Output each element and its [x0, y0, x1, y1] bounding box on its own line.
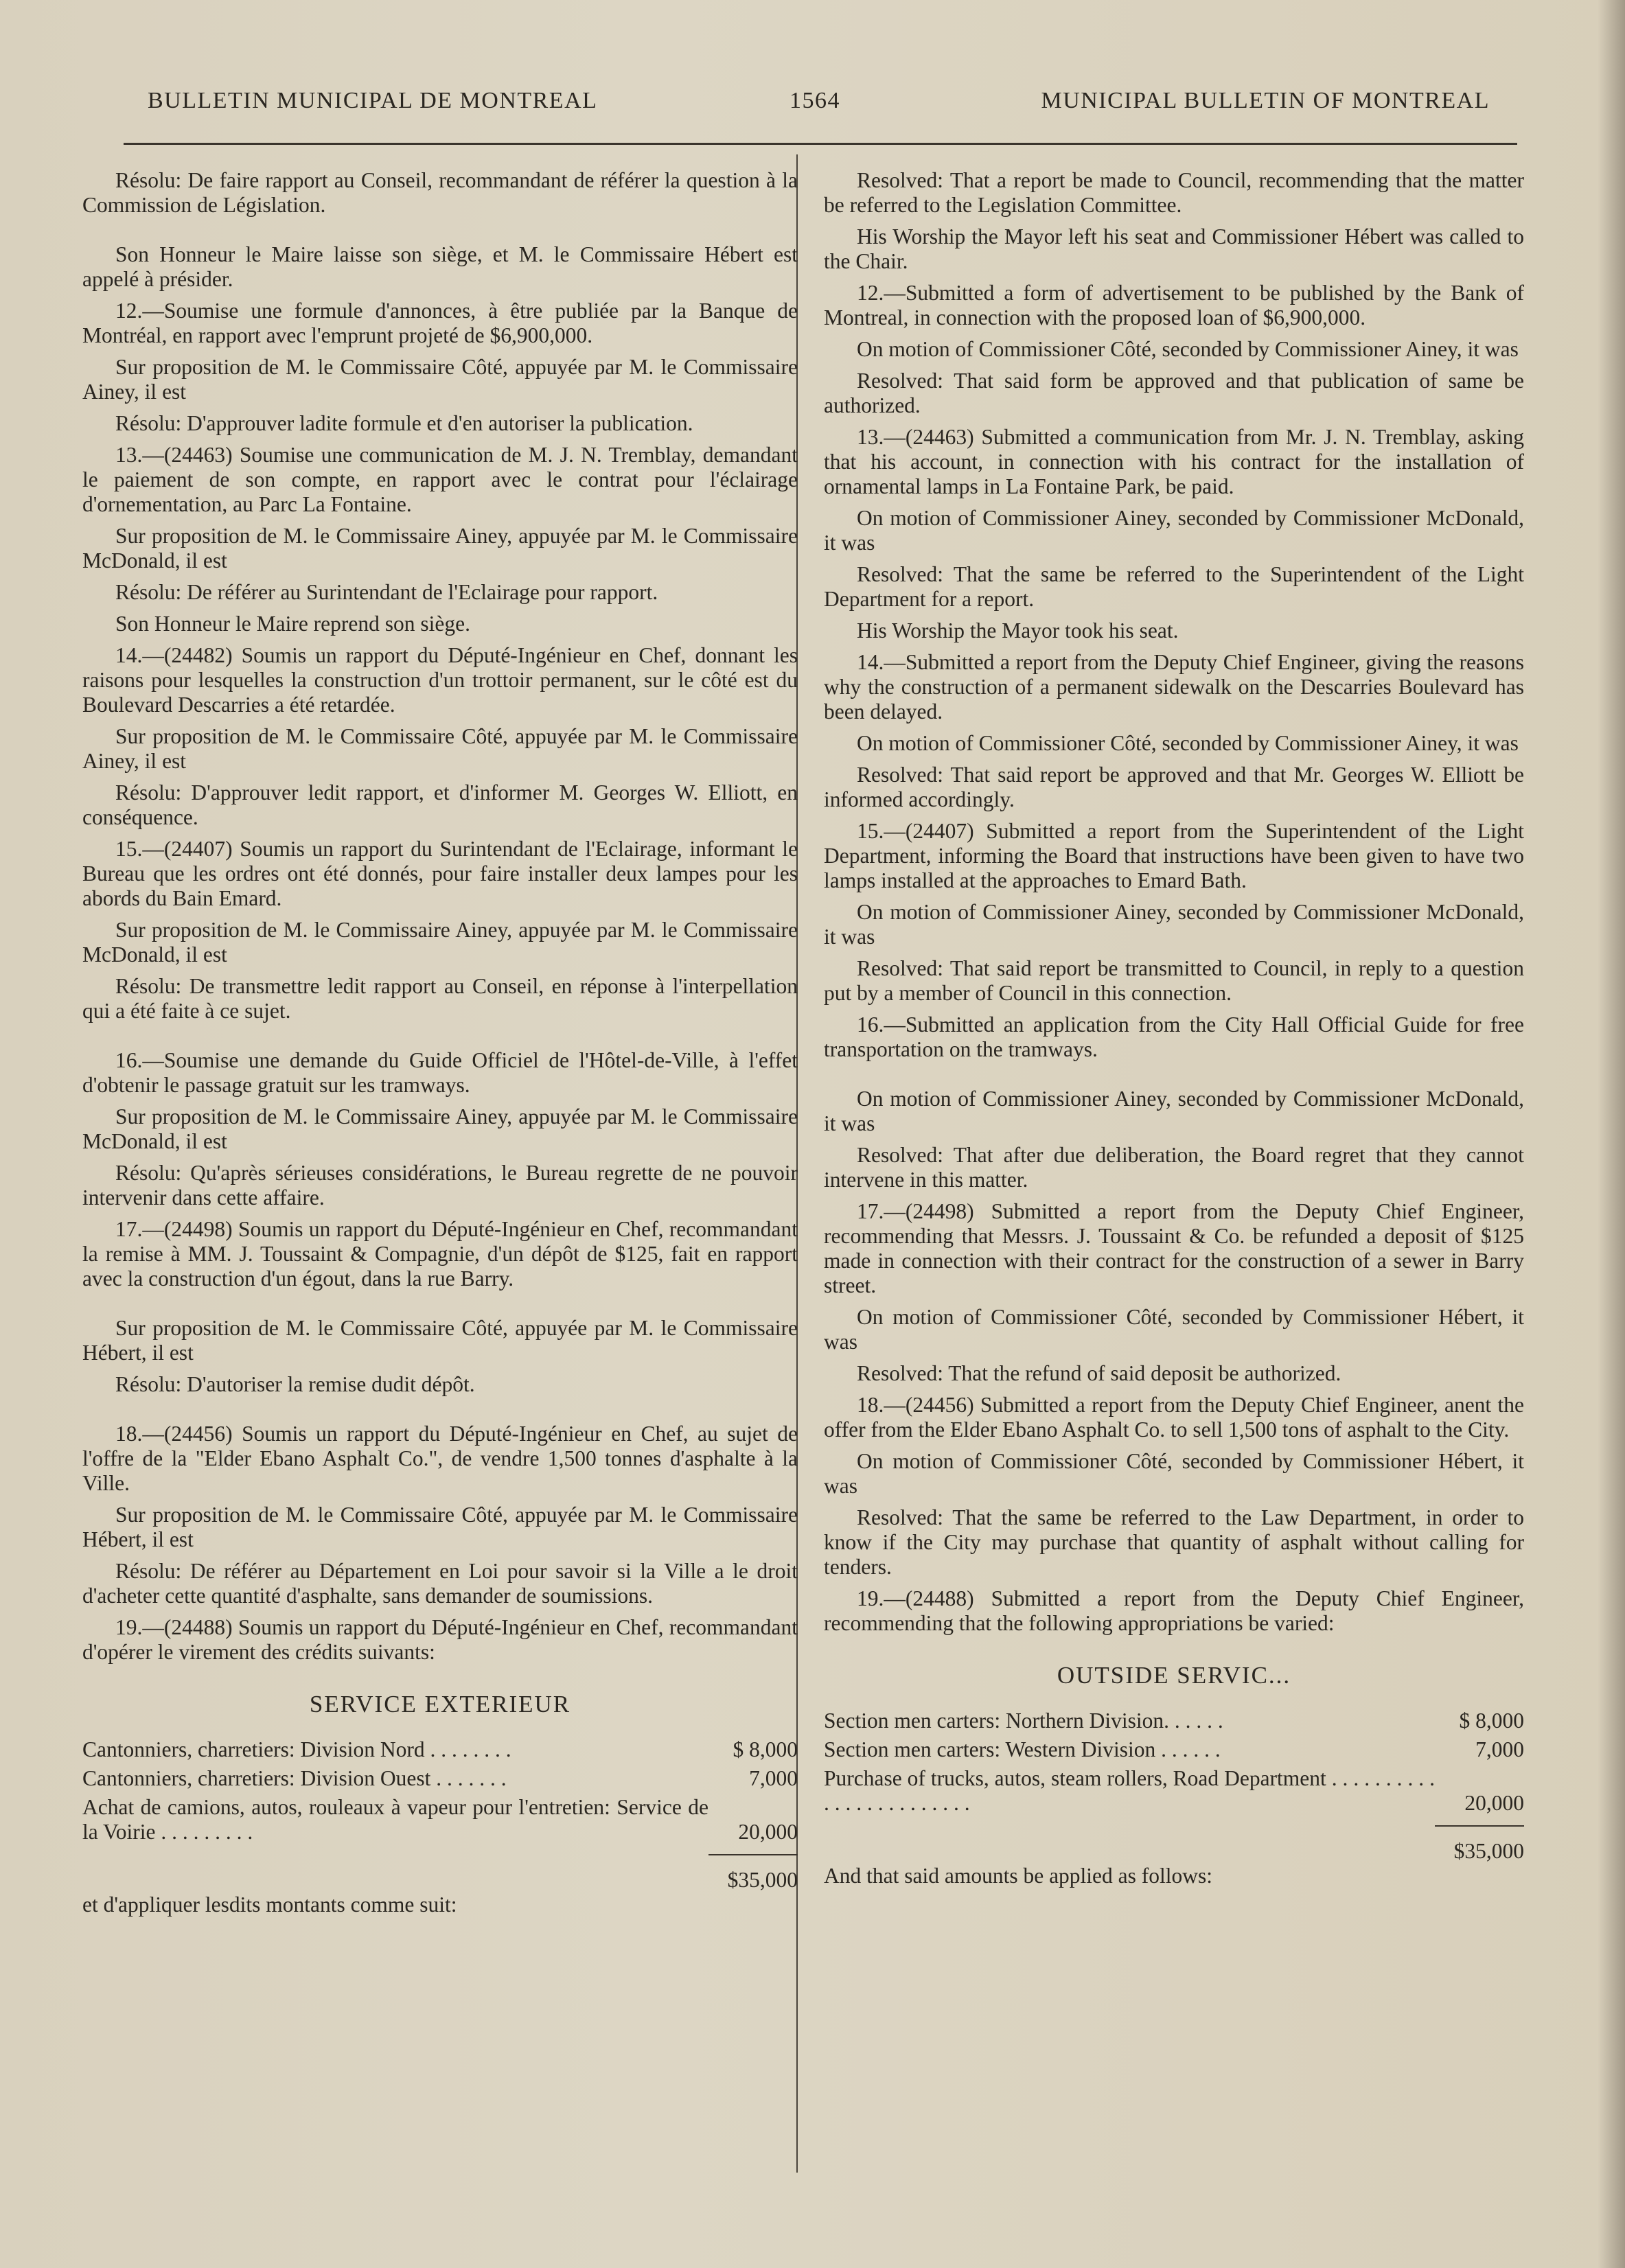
en-budget-row	[824, 1737, 1524, 1762]
en-paragraph: On motion of Commissioner Ainey, seconded by Commissioner McDonald, it was	[824, 900, 1524, 949]
fr-paragraph: 14.—(24482) Soumis un rapport du Député-Ingénieur en Chef, donnant les raisons pour lesquelles la construction d'un trottoir permanent, sur le côté est du Boulevard Descarries a été retardée.	[82, 643, 798, 717]
header-rule	[124, 143, 1517, 145]
en-section-title: OUTSIDE SERVIC...	[1057, 1662, 1291, 1689]
fr-budget-label: Cantonniers, charretiers: Division Ouest . . . . . . .	[82, 1766, 507, 1790]
en-paragraph: 12.—Submitted a form of advertisement to be published by the Bank of Montreal, in connection with the proposed loan of $6,900,000.	[824, 281, 1524, 329]
en-paragraph: 17.—(24498) Submitted a report from the Deputy Chief Engineer, recommending that Messrs. J. Toussaint & Co. be refunded a deposit of $125 made in connection with their contract for the construction of a sewer in Barry street.	[824, 1199, 1524, 1297]
en-paragraph: Resolved: That the same be referred to the Law Department, in order to know if the City may purchase that quantity of asphalt without calling for tenders.	[824, 1505, 1524, 1579]
fr-budget-amount: $ 8,000	[733, 1737, 798, 1761]
en-budget-label: Section men carters: Western Division . . . . . .	[824, 1737, 1221, 1761]
french-column	[82, 168, 798, 1924]
fr-paragraph: Sur proposition de M. le Commissaire Ainey, appuyée par M. le Commissaire McDonald, il est	[82, 1104, 798, 1153]
en-paragraph: 13.—(24463) Submitted a communication from Mr. J. N. Tremblay, asking that his account, in connection with his contract for the installation of ornamental lamps in La Fontaine Park, be paid.	[824, 425, 1524, 498]
fr-budget-label: Achat de camions, autos, rouleaux à vapeur pour l'entretien: Service de la Voirie . . . . . . . . .	[82, 1795, 714, 1844]
english-column	[824, 168, 1524, 1895]
fr-paragraph: Sur proposition de M. le Commissaire Ainey, appuyée par M. le Commissaire McDonald, il est	[82, 918, 798, 967]
en-paragraph: Resolved: That the refund of said deposit be authorized.	[857, 1361, 1341, 1385]
page-header	[148, 88, 1490, 122]
en-paragraph: 15.—(24407) Submitted a report from the Superintendent of the Light Department, informing the Board that instructions have been given to have two lamps installed at the approaches to Emard Bath.	[824, 819, 1524, 892]
fr-paragraph: Sur proposition de M. le Commissaire Ainey, appuyée par M. le Commissaire McDonald, il est	[82, 524, 798, 572]
en-paragraph: On motion of Commissioner Côté, seconded by Commissioner Hébert, it was	[824, 1449, 1524, 1498]
fr-paragraph: Résolu: Qu'après sérieuses considérations, le Bureau regrette de ne pouvoir intervenir dans cette affaire.	[82, 1161, 798, 1210]
en-paragraph: Resolved: That the same be referred to the Superintendent of the Light Department for a report.	[824, 562, 1524, 611]
en-closing: And that said amounts be applied as follows:	[824, 1864, 1213, 1888]
fr-closing: et d'appliquer lesdits montants comme suit:	[82, 1893, 457, 1917]
en-paragraph: On motion of Commissioner Côté, seconded by Commissioner Ainey, it was	[857, 731, 1519, 755]
en-budget-row	[824, 1766, 1524, 1816]
fr-paragraph: Son Honneur le Maire laisse son siège, et M. le Commissaire Hébert est appelé à présider.	[82, 242, 798, 291]
fr-paragraph: 13.—(24463) Soumise une communication de M. J. N. Tremblay, demandant le paiement de son compte, en rapport avec le contrat pour l'éclairage d'ornementation, au Parc La Fontaine.	[82, 443, 798, 516]
fr-paragraph: 16.—Soumise une demande du Guide Officiel de l'Hôtel-de-Ville, à l'effet d'obtenir le passage gratuit sur les tramways.	[82, 1048, 798, 1097]
en-paragraph: Resolved: That after due deliberation, the Board regret that they cannot intervene in this matter.	[824, 1143, 1524, 1192]
en-budget-amount: $ 8,000	[1459, 1709, 1524, 1733]
fr-budget-table	[82, 1737, 798, 1893]
fr-section-title: SERVICE EXTERIEUR	[309, 1691, 571, 1717]
fr-paragraph: Résolu: D'approuver ledit rapport, et d'informer M. Georges W. Elliott, en conséquence.	[82, 780, 798, 829]
en-paragraph: His Worship the Mayor took his seat.	[857, 618, 1179, 643]
fr-budget-row	[82, 1795, 798, 1844]
en-paragraph: 19.—(24488) Submitted a report from the Deputy Chief Engineer, recommending that the following appropriations be varied:	[824, 1586, 1524, 1635]
header-english-title: MUNICIPAL BULLETIN OF MONTREAL	[1041, 88, 1490, 113]
fr-paragraph: 17.—(24498) Soumis un rapport du Député-Ingénieur en Chef, recommandant la remise à MM. J. Toussaint & Compagnie, d'un dépôt de $125, fait en rapport avec la construction d'un égout, dans la rue Barry.	[82, 1217, 798, 1291]
fr-budget-label: Cantonniers, charretiers: Division Nord . . . . . . . .	[82, 1737, 511, 1761]
fr-budget-amount: 20,000	[738, 1820, 798, 1844]
en-paragraph: Resolved: That said report be approved and that Mr. Georges W. Elliott be informed accordingly.	[824, 763, 1524, 811]
fr-budget-total: $35,000	[727, 1868, 798, 1892]
fr-budget-amount: 7,000	[749, 1766, 798, 1790]
fr-paragraph: Sur proposition de M. le Commissaire Côté, appuyée par M. le Commissaire Hébert, il est	[82, 1503, 798, 1551]
fr-paragraph: Sur proposition de M. le Commissaire Côté, appuyée par M. le Commissaire Ainey, il est	[82, 355, 798, 404]
en-total-rule	[1435, 1825, 1524, 1827]
fr-paragraph: Résolu: D'approuver ladite formule et d'en autoriser la publication.	[115, 411, 693, 435]
fr-paragraph: 19.—(24488) Soumis un rapport du Député-Ingénieur en Chef, recommandant d'opérer le virement des crédits suivants:	[82, 1615, 798, 1664]
fr-paragraph: Résolu: De référer au Surintendant de l'Eclairage pour rapport.	[115, 580, 658, 604]
en-budget-amount: 7,000	[1475, 1737, 1524, 1761]
fr-paragraph: 18.—(24456) Soumis un rapport du Député-Ingénieur en Chef, au sujet de l'offre de la "Elder Ebano Asphalt Co.", de vendre 1,500 tonnes d'asphalte à la Ville.	[82, 1422, 798, 1495]
header-french-title: BULLETIN MUNICIPAL DE MONTREAL	[148, 88, 598, 113]
en-paragraph: On motion of Commissioner Côté, seconded by Commissioner Hébert, it was	[824, 1305, 1524, 1354]
fr-paragraph: Sur proposition de M. le Commissaire Côté, appuyée par M. le Commissaire Ainey, il est	[82, 724, 798, 773]
fr-paragraph: Sur proposition de M. le Commissaire Côté, appuyée par M. le Commissaire Hébert, il est	[82, 1316, 798, 1365]
fr-paragraph: Résolu: De faire rapport au Conseil, recommandant de référer la question à la Commission de Législation.	[82, 168, 798, 217]
fr-paragraph: Résolu: D'autoriser la remise dudit dépôt.	[115, 1372, 475, 1396]
en-budget-amount: 20,000	[1464, 1791, 1524, 1815]
en-paragraph: His Worship the Mayor left his seat and Commissioner Hébert was called to the Chair.	[824, 224, 1524, 273]
en-paragraph: Resolved: That a report be made to Council, recommending that the matter be referred to the Legislation Committee.	[824, 168, 1524, 217]
page-number: 1564	[790, 88, 840, 113]
en-paragraph: Resolved: That said report be transmitted to Council, in reply to a question put by a member of Council in this connection.	[824, 956, 1524, 1005]
en-budget-table	[824, 1709, 1524, 1864]
fr-paragraph: Résolu: De référer au Département en Loi pour savoir si la Ville a le droit d'acheter cette quantité d'asphalte, sans demander de soumissions.	[82, 1559, 798, 1608]
fr-paragraph: 12.—Soumise une formule d'annonces, à être publiée par la Banque de Montréal, en rapport avec l'emprunt projeté de $6,900,000.	[82, 299, 798, 347]
en-paragraph: On motion of Commissioner Ainey, seconded by Commissioner McDonald, it was	[824, 506, 1524, 555]
en-paragraph: 18.—(24456) Submitted a report from the Deputy Chief Engineer, anent the offer from the Elder Ebano Asphalt Co. to sell 1,500 tons of asphalt to the City.	[824, 1393, 1524, 1442]
fr-total-rule	[708, 1854, 798, 1855]
en-paragraph: On motion of Commissioner Ainey, seconded by Commissioner McDonald, it was	[824, 1087, 1524, 1135]
en-budget-row	[824, 1709, 1524, 1733]
fr-paragraph: 15.—(24407) Soumis un rapport du Surintendant de l'Eclairage, informant le Bureau que les ordres ont été donnés, pour faire installer deux lampes pour les abords du Bain Emard.	[82, 837, 798, 910]
en-paragraph: 16.—Submitted an application from the City Hall Official Guide for free transportation on the tramways.	[824, 1012, 1524, 1061]
fr-paragraph: Son Honneur le Maire reprend son siège.	[115, 612, 470, 636]
en-budget-total: $35,000	[1453, 1839, 1524, 1863]
en-paragraph: Resolved: That said form be approved and that publication of same be authorized.	[824, 369, 1524, 417]
en-budget-label: Section men carters: Northern Division. . . . . .	[824, 1709, 1223, 1733]
fr-paragraph: Résolu: De transmettre ledit rapport au Conseil, en réponse à l'interpellation qui a été faite à ce sujet.	[82, 974, 798, 1023]
en-budget-label: Purchase of trucks, autos, steam rollers, Road Department . . . . . . . . . . . . . . . . . . . . . . . .	[824, 1766, 1440, 1815]
fr-budget-row	[82, 1737, 798, 1762]
fr-budget-row	[82, 1766, 798, 1791]
en-paragraph: On motion of Commissioner Côté, seconded by Commissioner Ainey, it was	[857, 337, 1519, 361]
en-paragraph: 14.—Submitted a report from the Deputy Chief Engineer, giving the reasons why the construction of a permanent sidewalk on the Descarries Boulevard has been delayed.	[824, 650, 1524, 724]
